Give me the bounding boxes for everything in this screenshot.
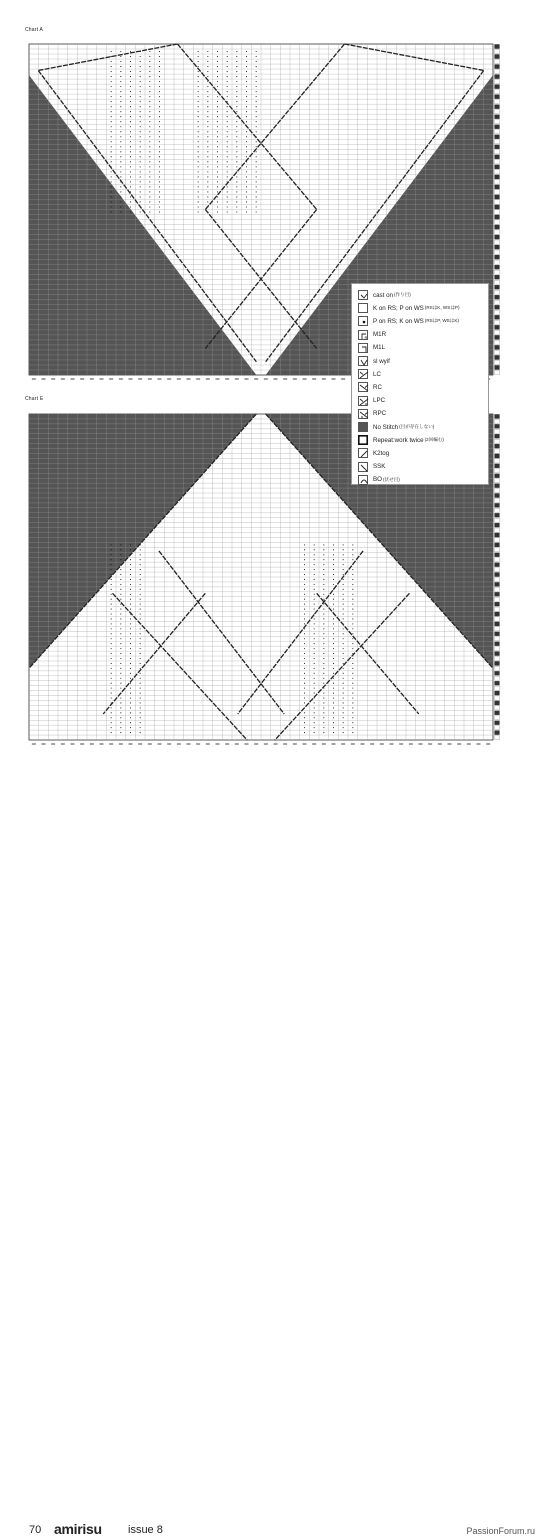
repeat-icon	[358, 435, 368, 445]
blank-icon	[358, 303, 368, 313]
legend-item-m1r	[358, 328, 386, 342]
row-number-strip	[495, 414, 500, 739]
legend-label: RPC	[373, 410, 387, 418]
bo-icon	[358, 475, 368, 485]
legend-label: Repeat:work twice	[373, 436, 424, 444]
legend-label: RC	[373, 383, 382, 391]
legend-item-blank	[358, 301, 460, 315]
page-footer	[0, 760, 543, 1537]
legend-label: SSK	[373, 463, 386, 471]
lc-icon	[358, 369, 368, 379]
legend-item-dot	[358, 314, 459, 328]
legend-label: BO	[373, 476, 382, 484]
chart-e-title: Chart E	[25, 396, 44, 402]
svg-text:R: R	[364, 334, 368, 340]
legend-note: (2回編む)	[424, 437, 444, 443]
rc-icon	[358, 382, 368, 392]
legend-item-m1l	[358, 341, 385, 355]
cast-on-icon	[358, 290, 368, 300]
legend-label: K2tog	[373, 449, 390, 457]
legend-item-lc	[358, 367, 381, 381]
legend-item-repeat	[358, 433, 444, 447]
legend-label: K on RS; P on WS	[373, 304, 424, 312]
site-watermark: PassionForum.ru	[466, 1526, 535, 1536]
legend-label: sl wyif	[373, 357, 390, 365]
legend-item-rpc	[358, 407, 386, 421]
legend-label: M1L	[373, 344, 386, 352]
m1l-icon	[358, 343, 368, 353]
legend-item-no-stitch	[358, 420, 434, 434]
legend-label: P on RS; K on WS	[373, 317, 424, 325]
legend-note: (目が存在しない)	[399, 424, 435, 429]
legend-label: cast on	[373, 291, 393, 299]
legend-item-lpc	[358, 394, 385, 408]
m1r-icon	[358, 330, 368, 340]
k2tog-icon	[358, 448, 368, 458]
legend-label: LPC	[373, 397, 386, 405]
legend-item-ssk	[358, 460, 385, 474]
legend-note: (伏せ目)	[382, 476, 400, 482]
rpc-icon	[358, 409, 368, 419]
magazine-logo: amirisu	[54, 1521, 102, 1537]
legend-note: (作り目)	[393, 292, 411, 297]
legend-note: (RSはK, WSはP)	[424, 305, 460, 311]
legend-label: M1R	[373, 331, 387, 339]
legend-item-bo	[358, 473, 400, 487]
ssk-icon	[358, 462, 368, 472]
symbol-legend	[351, 283, 489, 485]
legend-item-sl-wyif	[358, 354, 390, 368]
legend-item-cast-on	[358, 288, 411, 302]
no-stitch-icon	[358, 422, 368, 432]
page-number: 70	[29, 1524, 42, 1536]
lpc-icon	[358, 396, 368, 406]
issue-label: issue 8	[128, 1524, 163, 1536]
sl-wyif-icon	[358, 356, 368, 366]
legend-item-k2tog	[358, 446, 389, 460]
legend-label: LC	[373, 370, 381, 378]
row-number-strip	[495, 44, 500, 374]
chart-a-title: Chart A	[25, 27, 44, 33]
legend-note: (RSはP, WSはK)	[424, 318, 459, 324]
legend-item-rc	[358, 380, 382, 394]
legend-label: No Stitch	[373, 423, 399, 431]
dot-icon	[358, 316, 368, 326]
